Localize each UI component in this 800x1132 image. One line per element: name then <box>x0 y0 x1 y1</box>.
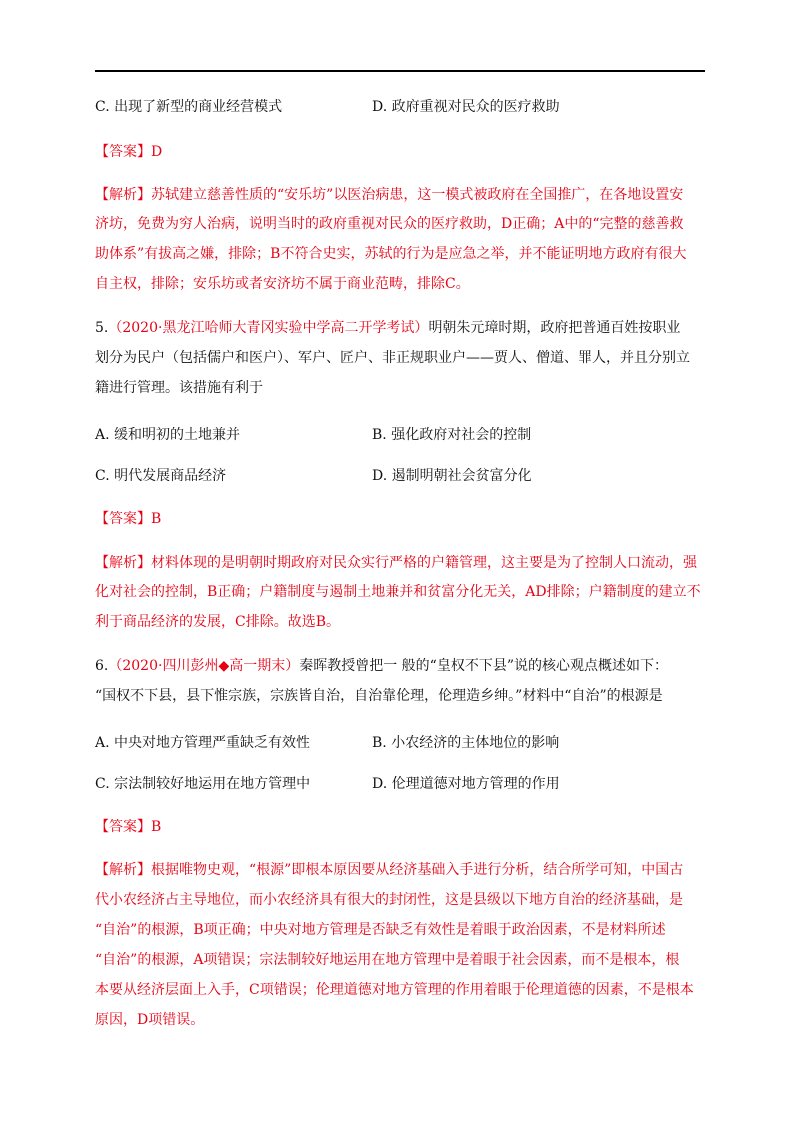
question-6-answer: 【答案】B <box>95 819 162 835</box>
question-6-option-a: A. 中央对地方管理严重缺乏有效性 <box>95 735 311 751</box>
question-6-option-d: D. 伦理道德对地方管理的作用 <box>372 776 560 792</box>
question-6-analysis-line: “自治”的根源，B项正确；中央对地方管理是否缺乏有效性是着眼于政治因素，不是材料所述 <box>95 922 666 938</box>
question-6-source: （2020·四川彭州◆高一期末） <box>108 658 300 674</box>
question-6-stem-line: “国权不下县，县下惟宗族，宗族皆自治，自治靠伦理，伦理造乡绅。”材料中“自治”的根源是 <box>95 688 663 704</box>
prev-analysis-line: 济坊，免费为穷人治病，说明当时的政府重视对民众的医疗救助，D正确；A中的“完整的慈善救 <box>95 216 684 232</box>
question-5-analysis-line: 化对社会的控制，B正确；户籍制度与遏制土地兼并和贫富分化无关，AD排除；户籍制度的建立不 <box>95 584 701 600</box>
prev-analysis-line: 自主权，排除；安乐坊或者安济坊不属于商业范畴，排除C。 <box>95 276 470 292</box>
prev-answer: 【答案】D <box>95 144 163 160</box>
prev-analysis-line: 【解析】苏轼建立慈善性质的“安乐坊”以医治病患，这一模式被政府在全国推广，在各地设置安 <box>95 187 684 203</box>
question-5-option-c: C. 明代发展商品经济 <box>95 468 227 484</box>
question-5-analysis-line: 利于商品经济的发展，C排除。故选B。 <box>95 614 340 630</box>
question-6-analysis-line: “自治”的根源，A项错误；宗法制较好地运用在地方管理中是着眼于社会因素，而不是根本，根 <box>95 952 680 968</box>
question-5-option-a: A. 缓和明初的土地兼并 <box>95 427 241 443</box>
question-6-analysis-line: 代小农经济占主导地位，而小农经济具有很大的封闭性，这是县级以下地方自治的经济基础，是 <box>95 892 683 908</box>
question-5-source: （2020·黑龙江哈师大青冈实验中学高二开学考试） <box>108 320 429 336</box>
question-5-stem-line: 籍进行管理。该措施有利于 <box>95 380 263 396</box>
question-5-answer: 【答案】B <box>95 511 162 527</box>
question-5-stem-line: 划分为民户（包括儒户和医户）、军户、匠户、非正规职业户——贾人、僧道、罪人，并且分别立 <box>95 350 690 366</box>
prev-option-c: C. 出现了新型的商业经营模式 <box>95 99 283 115</box>
question-6-option-b: B. 小农经济的主体地位的影响 <box>372 735 560 751</box>
question-5-stem <box>95 318 715 338</box>
question-6-number: 6. <box>95 658 109 674</box>
prev-analysis-line: 助体系”有拔高之嫌，排除；B不符合史实，苏轼的行为是应急之举，并不能证明地方政府有很大 <box>95 246 687 262</box>
prev-option-d: D. 政府重视对民众的医疗救助 <box>372 99 560 115</box>
question-5-option-d: D. 遏制明朝社会贫富分化 <box>372 468 532 484</box>
question-6-analysis-line: 【解析】根据唯物史观，“根源”即根本原因要从经济基础入手进行分析，结合所学可知，中国古 <box>95 862 684 878</box>
question-6-analysis-line: 本要从经济层面上入手，C项错误；伦理道德对地方管理的作用着眼于伦理道德的因素，不是根本 <box>95 982 694 998</box>
question-6-stem <box>95 656 715 676</box>
question-5-analysis-line: 【解析】材料体现的是明朝时期政府对民众实行严格的户籍管理，这主要是为了控制人口流动，强 <box>95 555 697 571</box>
question-5-option-b: B. 强化政府对社会的控制 <box>372 427 532 443</box>
question-5-stem-first: 明朝朱元璋时期，政府把普通百姓按职业 <box>428 320 681 336</box>
question-5-number: 5. <box>95 320 109 336</box>
header-rule <box>95 70 705 72</box>
question-6-option-c: C. 宗法制较好地运用在地方管理中 <box>95 776 311 792</box>
question-6-stem-first: 秦晖教授曾把一 般的“皇权不下县”说的核心观点概述如下： <box>299 658 668 674</box>
question-6-analysis-line: 原因，D项错误。 <box>95 1012 205 1028</box>
